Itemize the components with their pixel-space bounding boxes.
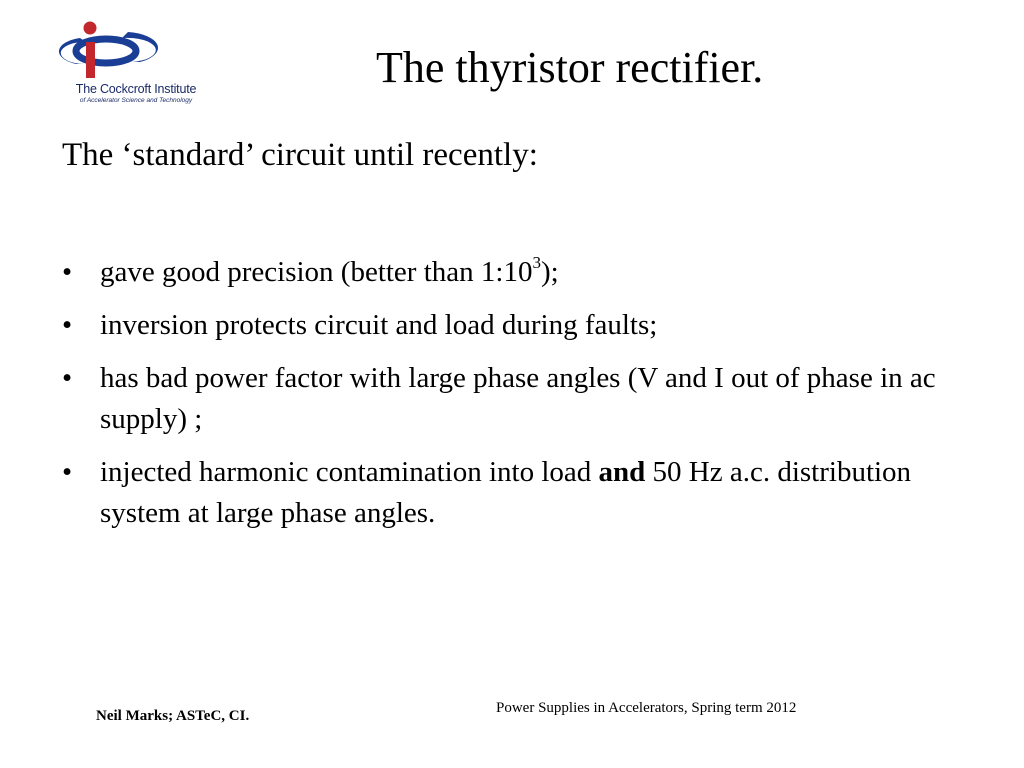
bullet-dot-icon: • [62, 456, 73, 488]
bullet-text: gave good precision (better than 1:10 [100, 256, 533, 288]
slide-subtitle: The ‘standard’ circuit until recently: [62, 137, 538, 173]
bullet-item [62, 452, 962, 534]
bullet-dot-icon: • [62, 362, 73, 394]
cockcroft-institute-logo [58, 18, 214, 108]
bullet-dot-icon: • [62, 309, 73, 341]
bullet-superscript: 3 [532, 253, 541, 273]
bullet-text: inversion protects circuit and load during faults; [100, 309, 658, 341]
cockcroft-logo-emblem-icon [58, 18, 214, 82]
slide-title: The thyristor rectifier. [376, 43, 764, 92]
bullet-item [62, 358, 962, 440]
logo-name: The Cockcroft Institute [75, 82, 197, 96]
bullet-text: injected harmonic contamination into load [100, 456, 599, 488]
bullet-text-end: ); [540, 256, 559, 288]
bullet-item [62, 252, 962, 293]
logo-subtitle: of Accelerator Science and Technology [79, 97, 193, 104]
bullet-bold-text: and [598, 456, 646, 488]
bullet-dot-icon: • [62, 256, 73, 288]
footer-course: Power Supplies in Accelerators, Spring term 2012 [496, 700, 797, 716]
bullet-list [62, 252, 962, 546]
footer-author: Neil Marks; ASTeC, CI. [96, 708, 250, 724]
bullet-text: has bad power factor with large phase angles (V and I out of phase in ac supply) ; [100, 362, 936, 435]
bullet-item [62, 305, 962, 346]
bullet-text-end: 50 Hz a.c. distribution system at large phase angles. [100, 456, 912, 529]
